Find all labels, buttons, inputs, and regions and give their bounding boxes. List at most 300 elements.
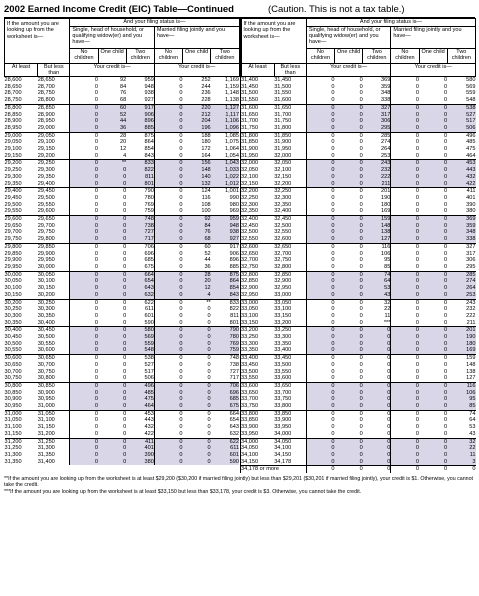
credit-cell: 0 bbox=[306, 216, 334, 223]
table-row bbox=[241, 153, 476, 160]
right-table-body bbox=[241, 77, 476, 474]
credit-cell: 0 bbox=[306, 271, 334, 278]
credit-cell: 527 bbox=[144, 361, 154, 368]
credit-cell: 0 bbox=[306, 202, 334, 209]
income-less-than-cell: 29,350 bbox=[37, 173, 55, 180]
credit-cell: 76 bbox=[119, 90, 127, 97]
income-less-than-cell: 29,550 bbox=[37, 201, 55, 208]
income-at-least-cell: 29,900 bbox=[4, 257, 22, 264]
credit-cell: 285 bbox=[363, 132, 391, 139]
credit-cell: 4 bbox=[123, 152, 127, 159]
credit-cell: 11 bbox=[447, 452, 475, 459]
credit-cell: 0 bbox=[154, 285, 182, 292]
credit-cell: 0 bbox=[419, 112, 447, 119]
credit-cell: 0 bbox=[70, 327, 98, 334]
credit-cell: 0 bbox=[154, 257, 182, 264]
credit-cell: 0 bbox=[444, 194, 448, 201]
credit-cell: 0 bbox=[444, 257, 448, 264]
credit-cell: 959 bbox=[211, 216, 239, 223]
credit-cell: 317 bbox=[363, 112, 391, 119]
income-less-than-cell: 32,700 bbox=[274, 250, 292, 257]
credit-cell: 0 bbox=[207, 430, 211, 437]
credit-cell: 0 bbox=[335, 174, 363, 181]
credit-cell: 0 bbox=[419, 181, 447, 188]
credit-cell: 0 bbox=[154, 139, 182, 146]
credit-cell: 0 bbox=[70, 257, 98, 264]
credit-cell: 0 bbox=[359, 417, 363, 424]
credit-cell: 0 bbox=[98, 271, 126, 278]
table-row bbox=[241, 174, 476, 181]
credit-cell: 843 bbox=[211, 292, 239, 299]
credit-cell: 0 bbox=[154, 188, 182, 195]
credit-cell: 0 bbox=[123, 208, 127, 215]
income-less-than-cell: 31,900 bbox=[274, 139, 292, 146]
credit-cell: 274 bbox=[447, 278, 475, 285]
two-children-header: Two children bbox=[363, 49, 391, 64]
income-at-least-cell: 34,000 bbox=[241, 438, 274, 445]
income-less-than-cell: 30,100 bbox=[37, 278, 55, 285]
credit-cell: 0 bbox=[359, 152, 363, 159]
credit-cell: 1,159 bbox=[225, 83, 239, 90]
table-row bbox=[241, 208, 476, 215]
credit-cell: 0 bbox=[391, 452, 419, 459]
credit-cell: 0 bbox=[154, 264, 182, 271]
credit-cell: 0 bbox=[98, 292, 126, 299]
table-row bbox=[241, 125, 476, 132]
credit-cell: 411 bbox=[447, 188, 475, 195]
credit-cell: 0 bbox=[70, 396, 98, 403]
credit-cell: 0 bbox=[70, 334, 98, 341]
table-row bbox=[241, 327, 476, 334]
table-row bbox=[5, 438, 240, 445]
table-row bbox=[5, 229, 240, 236]
table-row bbox=[5, 355, 240, 362]
credit-cell: 906 bbox=[229, 250, 239, 257]
credit-cell: 0 bbox=[98, 236, 126, 243]
income-less-than-cell: 30,400 bbox=[37, 319, 55, 326]
credit-cell: 453 bbox=[447, 160, 475, 167]
table-row bbox=[5, 243, 240, 250]
income-less-than-cell: 29,800 bbox=[37, 236, 55, 243]
credit-cell: 0 bbox=[444, 306, 448, 313]
credit-cell: 0 bbox=[391, 174, 419, 181]
table-row bbox=[5, 125, 240, 132]
credit-cell: 0 bbox=[154, 104, 182, 111]
credit-cell: 0 bbox=[207, 312, 211, 319]
credit-cell: 0 bbox=[70, 223, 98, 230]
credit-cell: 443 bbox=[447, 167, 475, 174]
income-less-than-cell: 31,950 bbox=[274, 146, 292, 153]
table-row bbox=[241, 90, 476, 97]
credit-cell: 0 bbox=[183, 355, 211, 362]
credit-cell: 0 bbox=[391, 146, 419, 153]
table-row bbox=[241, 229, 476, 236]
credit-cell: 0 bbox=[154, 208, 182, 215]
credit-cell: 53 bbox=[469, 424, 476, 431]
credit-cell: 0 bbox=[154, 118, 182, 125]
credit-cell: 1,106 bbox=[211, 118, 239, 125]
credit-cell: 390 bbox=[466, 201, 476, 208]
credit-cell: 0 bbox=[363, 334, 391, 341]
income-less-than-cell: 31,050 bbox=[38, 410, 70, 417]
credit-cell: 32 bbox=[447, 438, 475, 445]
credit-cell: 0 bbox=[419, 347, 447, 354]
credit-cell: 0 bbox=[391, 390, 419, 397]
credit-cell: 0 bbox=[419, 382, 447, 389]
credit-cell: 0 bbox=[70, 112, 98, 119]
income-at-least-cell: 31,300 bbox=[4, 451, 22, 458]
credit-cell: 0 bbox=[70, 125, 98, 132]
income-at-least-cell: 32,950 bbox=[241, 291, 259, 298]
income-less-than-cell: 32,550 bbox=[274, 229, 292, 236]
income-less-than-cell: 31,500 bbox=[274, 83, 292, 90]
table-row bbox=[5, 195, 240, 202]
credit-cell: 0 bbox=[70, 417, 98, 424]
income-at-least-cell: 32,850 bbox=[241, 278, 259, 285]
credit-cell: 517 bbox=[447, 118, 475, 125]
table-row bbox=[5, 118, 240, 125]
credit-cell: 0 bbox=[98, 327, 126, 334]
credit-cell: 36 bbox=[98, 125, 126, 132]
income-at-least-cell: 33,100 bbox=[241, 312, 259, 319]
credit-cell: 0 bbox=[359, 430, 363, 437]
income-at-least-cell: 31,400 bbox=[241, 77, 259, 83]
income-at-least-cell: 30,900 bbox=[4, 396, 22, 403]
credit-cell: 664 bbox=[211, 410, 239, 417]
credit-cell: 0 bbox=[391, 104, 419, 111]
credit-cell: 0 bbox=[391, 188, 419, 195]
credit-cell: 0 bbox=[306, 285, 334, 292]
income-less-than-cell: 29,750 bbox=[37, 229, 55, 236]
credit-cell: 0 bbox=[359, 424, 363, 431]
credit-cell: 0 bbox=[123, 201, 127, 208]
credit-cell: 0 bbox=[207, 319, 211, 326]
income-less-than-cell: 32,350 bbox=[274, 201, 292, 208]
one-child-header: One child bbox=[183, 49, 211, 64]
credit-cell: 0 bbox=[306, 132, 334, 139]
table-row bbox=[241, 466, 476, 473]
credit-cell: 0 bbox=[391, 424, 419, 431]
credit-cell: 422 bbox=[144, 430, 154, 437]
married-header: Married filing jointly and you have— bbox=[391, 27, 476, 49]
credit-cell: 201 bbox=[447, 327, 475, 334]
credit-cell: 0 bbox=[306, 306, 334, 313]
table-row bbox=[5, 181, 240, 188]
credit-cell: 0 bbox=[359, 201, 363, 208]
filing-status-header: And your filing status is— bbox=[70, 19, 239, 27]
credit-cell: 0 bbox=[387, 375, 391, 382]
income-less-than-cell: 29,850 bbox=[38, 243, 70, 250]
income-at-least-cell: 29,800 bbox=[5, 243, 38, 250]
credit-cell: 228 bbox=[201, 97, 211, 104]
credit-cell: 338 bbox=[447, 236, 475, 243]
credit-cell: 0 bbox=[391, 112, 419, 119]
credit-cell: 0 bbox=[154, 403, 182, 410]
credit-cell: 980 bbox=[229, 201, 239, 208]
income-at-least-cell: 29,050 bbox=[4, 139, 22, 146]
table-row bbox=[241, 132, 476, 139]
credit-cell: 0 bbox=[306, 97, 334, 104]
income-less-than-cell: 33,850 bbox=[274, 410, 306, 417]
income-less-than-cell: 30,800 bbox=[37, 375, 55, 382]
credit-cell: 0 bbox=[70, 264, 98, 271]
credit-cell: 0 bbox=[335, 278, 363, 285]
credit-cell: 559 bbox=[126, 341, 154, 348]
credit-cell: 0 bbox=[123, 375, 127, 382]
income-less-than-cell: 29,500 bbox=[37, 194, 55, 201]
credit-cell: 0 bbox=[335, 459, 363, 466]
credit-cell: 506 bbox=[447, 125, 475, 132]
credit-cell: 0 bbox=[98, 410, 126, 417]
table-row bbox=[5, 341, 240, 348]
income-at-least-cell: 33,500 bbox=[241, 368, 259, 375]
credit-cell: 0 bbox=[98, 355, 126, 362]
credit-cell: 0 bbox=[444, 263, 448, 270]
credit-cell: 0 bbox=[444, 375, 448, 382]
credit-cell: 0 bbox=[391, 362, 419, 369]
credit-cell: 138 bbox=[363, 229, 391, 236]
credit-cell: 464 bbox=[466, 152, 476, 159]
credit-cell: 28 bbox=[183, 271, 211, 278]
income-less-than-cell: 31,550 bbox=[274, 90, 292, 97]
credit-cell: 0 bbox=[363, 410, 391, 417]
income-at-least-cell: 28,700 bbox=[4, 90, 22, 97]
credit-cell: 0 bbox=[391, 355, 419, 362]
credit-cell: 0 bbox=[123, 417, 127, 424]
table-row bbox=[241, 452, 476, 459]
credit-cell: 0 bbox=[391, 306, 419, 313]
credit-cell: 0 bbox=[391, 90, 419, 97]
credit-cell: 485 bbox=[466, 139, 476, 146]
income-at-least-cell: 33,050 bbox=[241, 306, 259, 313]
credit-cell: 0 bbox=[70, 362, 98, 369]
credit-cell: 0 bbox=[359, 139, 363, 146]
credit-cell: 0 bbox=[391, 97, 419, 104]
credit-cell: 0 bbox=[306, 320, 334, 327]
credit-cell: 0 bbox=[335, 236, 363, 243]
table-row bbox=[5, 84, 240, 91]
credit-cell: 0 bbox=[70, 299, 98, 306]
credit-cell: 0 bbox=[419, 403, 447, 410]
table-row bbox=[5, 452, 240, 459]
credit-cell: 748 bbox=[211, 355, 239, 362]
income-less-than-cell: 34,100 bbox=[274, 445, 292, 452]
table-row bbox=[5, 278, 240, 285]
credit-cell: 0 bbox=[154, 278, 182, 285]
credit-cell: 85 bbox=[447, 403, 475, 410]
credit-cell: 0 bbox=[154, 167, 182, 174]
credit-cell: 380 bbox=[466, 208, 476, 215]
credit-cell: 52 bbox=[98, 112, 126, 119]
income-less-than-cell: 29,600 bbox=[37, 208, 55, 215]
credit-cell: 885 bbox=[229, 263, 239, 270]
credit-cell: 0 bbox=[306, 403, 334, 410]
income-at-least-cell: 32,050 bbox=[241, 167, 259, 174]
page-title bbox=[4, 3, 475, 17]
credit-cell: 0 bbox=[98, 285, 126, 292]
income-less-than-cell: 33,200 bbox=[274, 319, 292, 326]
credit-cell: 253 bbox=[447, 292, 475, 299]
credit-header: Your credit is— bbox=[306, 64, 390, 77]
income-at-least-cell: 29,500 bbox=[4, 201, 22, 208]
credit-cell: 0 bbox=[306, 375, 334, 382]
credit-cell: 0 bbox=[391, 202, 419, 209]
credit-cell: 569 bbox=[126, 334, 154, 341]
credit-cell: 0 bbox=[98, 278, 126, 285]
income-less-than-cell: 30,450 bbox=[38, 327, 70, 334]
credit-cell: 380 bbox=[126, 459, 154, 466]
credit-cell: 0 bbox=[306, 410, 334, 417]
table-row bbox=[241, 438, 476, 445]
income-at-least-cell: 33,150 bbox=[241, 319, 259, 326]
credit-cell: 0 bbox=[306, 382, 334, 389]
table-row bbox=[5, 202, 240, 209]
income-at-least-cell: 30,500 bbox=[4, 340, 22, 347]
income-at-least-cell: 32,350 bbox=[241, 208, 259, 215]
income-at-least-cell: 31,250 bbox=[4, 445, 22, 452]
credit-cell: 569 bbox=[466, 83, 476, 90]
but-less-header: But less than bbox=[274, 64, 306, 77]
credit-cell: 0 bbox=[70, 410, 98, 417]
credit-cell: 0 bbox=[335, 410, 363, 417]
right-table-panel bbox=[240, 18, 476, 473]
credit-cell: 0 bbox=[306, 146, 334, 153]
income-less-than-cell: 28,750 bbox=[37, 90, 55, 97]
credit-cell: 138 bbox=[466, 368, 476, 375]
table-row bbox=[5, 223, 240, 230]
credit-cell: 0 bbox=[70, 382, 98, 389]
credit-cell: 0 bbox=[183, 452, 211, 459]
credit-cell: 475 bbox=[126, 396, 154, 403]
table-row bbox=[241, 97, 476, 104]
credit-cell: 0 bbox=[306, 153, 334, 160]
table-row bbox=[241, 251, 476, 258]
income-less-than-cell: 32,800 bbox=[274, 263, 292, 270]
income-at-least-cell: 32,750 bbox=[241, 263, 259, 270]
table-row bbox=[241, 202, 476, 209]
credit-cell: 664 bbox=[126, 271, 154, 278]
income-less-than-cell: 32,200 bbox=[274, 180, 292, 187]
credit-cell: 0 bbox=[98, 299, 126, 306]
table-row bbox=[241, 417, 476, 424]
credit-cell: 0 bbox=[359, 97, 363, 104]
income-at-least-cell: 31,100 bbox=[4, 424, 22, 431]
income-less-than-cell: 32,150 bbox=[274, 173, 292, 180]
credit-cell: 0 bbox=[387, 417, 391, 424]
table-row bbox=[241, 459, 476, 466]
credit-cell: 180 bbox=[201, 139, 211, 146]
income-less-than-cell: 32,750 bbox=[274, 257, 292, 264]
credit-cell: 0 bbox=[154, 341, 182, 348]
credit-cell: 0 bbox=[306, 251, 334, 258]
credit-cell: 0 bbox=[306, 327, 334, 334]
credit-cell: 43 bbox=[363, 292, 391, 299]
one-child-header: One child bbox=[419, 49, 447, 64]
credit-cell: 717 bbox=[126, 236, 154, 243]
income-less-than-cell: 28,850 bbox=[38, 104, 70, 111]
credit-cell: 790 bbox=[126, 188, 154, 195]
credit-cell: 76 bbox=[183, 229, 211, 236]
table-row bbox=[241, 264, 476, 271]
income-at-least-cell: 32,400 bbox=[241, 216, 274, 223]
credit-cell: 0 bbox=[154, 334, 182, 341]
income-less-than-cell: 30,350 bbox=[37, 312, 55, 319]
credit-cell: 0 bbox=[444, 250, 448, 257]
table-row bbox=[241, 216, 476, 223]
credit-cell: 0 bbox=[154, 271, 182, 278]
credit-cell: 706 bbox=[126, 243, 154, 250]
credit-cell: 0 bbox=[335, 216, 363, 223]
income-less-than-cell: 29,400 bbox=[37, 180, 55, 187]
table-row bbox=[241, 390, 476, 397]
credit-cell: 0 bbox=[306, 278, 334, 285]
table-row bbox=[241, 188, 476, 195]
credit-cell: 0 bbox=[335, 341, 363, 348]
income-less-than-cell: 30,750 bbox=[37, 368, 55, 375]
credit-cell: 0 bbox=[447, 466, 475, 473]
credit-cell: 822 bbox=[126, 167, 154, 174]
credit-cell: 0 bbox=[306, 424, 334, 431]
table-row bbox=[241, 306, 476, 313]
credit-cell: 0 bbox=[306, 229, 334, 236]
income-at-least-cell: 30,200 bbox=[5, 299, 38, 306]
credit-cell: 0 bbox=[98, 216, 126, 223]
credit-cell: 196 bbox=[183, 125, 211, 132]
credit-cell: 243 bbox=[363, 160, 391, 167]
table-row bbox=[5, 431, 240, 438]
credit-cell: 43 bbox=[469, 430, 476, 437]
credit-cell: 0 bbox=[306, 438, 334, 445]
credit-cell: 116 bbox=[201, 194, 211, 201]
credit-cell: 0 bbox=[154, 90, 182, 97]
credit-cell: 411 bbox=[126, 438, 154, 445]
income-less-than-cell: 32,250 bbox=[274, 188, 306, 195]
credit-cell: 32 bbox=[363, 299, 391, 306]
table-row bbox=[5, 160, 240, 167]
credit-cell: 0 bbox=[306, 466, 334, 473]
table-row bbox=[5, 327, 240, 334]
credit-cell: 0 bbox=[154, 181, 182, 188]
table-row bbox=[241, 362, 476, 369]
income-at-least-cell: 33,000 bbox=[241, 299, 274, 306]
income-less-than-cell: 33,750 bbox=[274, 396, 292, 403]
income-at-least-cell: 32,150 bbox=[241, 180, 259, 187]
credit-cell: 0 bbox=[98, 229, 126, 236]
income-less-than-cell: 29,650 bbox=[38, 216, 70, 223]
credit-cell: 0 bbox=[70, 375, 98, 382]
credit-cell: 896 bbox=[229, 257, 239, 264]
income-at-least-cell: 29,550 bbox=[4, 208, 22, 215]
credit-cell: 0 bbox=[306, 452, 334, 459]
table-row bbox=[5, 396, 240, 403]
credit-cell: 0 bbox=[335, 125, 363, 132]
credit-cell: 0 bbox=[391, 271, 419, 278]
credit-cell: 590 bbox=[211, 459, 239, 466]
table-row bbox=[5, 292, 240, 299]
income-at-least-cell: 30,550 bbox=[4, 347, 22, 354]
income-at-least-cell: 32,450 bbox=[241, 222, 259, 229]
credit-cell: 0 bbox=[444, 312, 448, 319]
credit-cell: 0 bbox=[419, 466, 447, 473]
credit-cell: 22 bbox=[447, 445, 475, 452]
income-at-least-cell: 31,800 bbox=[241, 132, 274, 139]
credit-cell: 696 bbox=[211, 390, 239, 397]
credit-cell: 0 bbox=[154, 452, 182, 459]
table-row bbox=[5, 417, 240, 424]
credit-header: Your credit is— bbox=[70, 64, 154, 77]
married-header: Married filing jointly and you have— bbox=[154, 27, 239, 49]
credit-cell: 264 bbox=[381, 146, 391, 153]
